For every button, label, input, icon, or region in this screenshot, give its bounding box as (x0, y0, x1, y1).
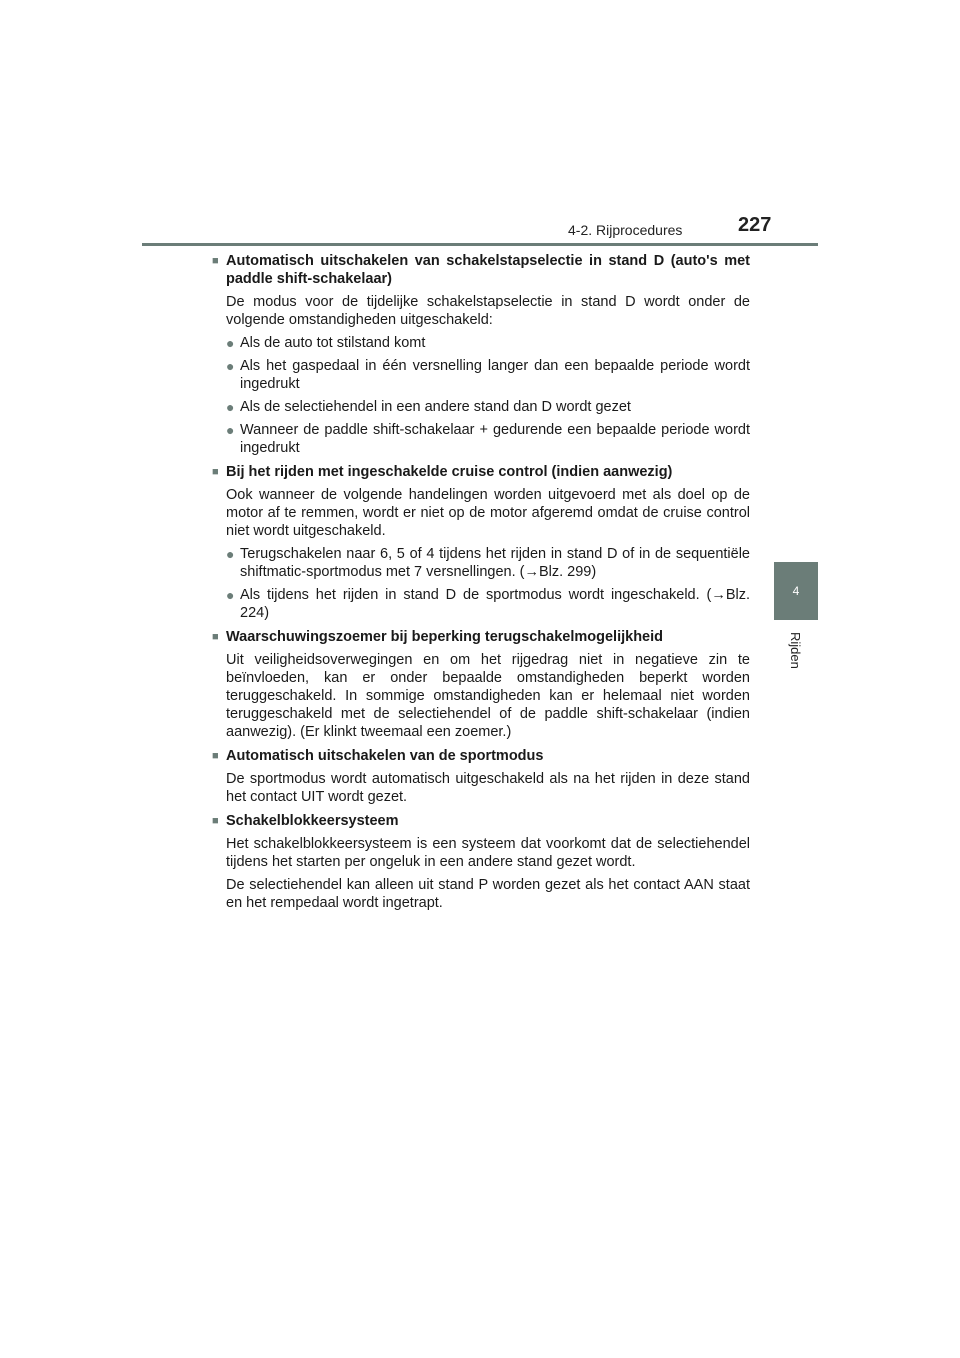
circle-bullet-icon: ● (226, 358, 235, 374)
paragraph: Ook wanneer de volgende handelingen worden uitgevoerd met als doel op de motor af te remmen, wordt er niet op de motor afgeremd omdat de cruise control niet wordt uitgeschakeld. (226, 487, 750, 539)
paragraph: Uit veiligheidsoverwegingen en om het rijgedrag niet in negatieve zin te beïnvloeden, kan er onder bepaalde omstandigheden beperkt worden teruggeschakeld. In sommige omstandigheden kan er helemaal niet worden teruggeschakeld met de selectiehendel of de paddle shift-schakelaar (indien aanwezig). (Er klinkt tweemaal een zoemer.) (226, 652, 750, 740)
section (212, 812, 750, 912)
list-item: ● Als het gaspedaal in één versnelling langer dan een bepaalde periode wordt ingedrukt (226, 358, 750, 392)
section-title: ■ Schakelblokkeersysteem (212, 813, 399, 829)
chapter-tab: 4 (774, 562, 818, 620)
circle-bullet-icon: ● (226, 587, 235, 603)
square-bullet-icon: ■ (212, 815, 219, 827)
paragraph: Het schakelblokkeersysteem is een systeem dat voorkomt dat de selectiehendel tijdens het starten per ongeluk in een andere stand gezet wordt. (226, 836, 750, 870)
section-title: ■ Bij het rijden met ingeschakelde cruise control (indien aanwezig) (212, 464, 673, 480)
section-title: ■ Waarschuwingszoemer bij beperking terugschakelmogelijkheid (212, 629, 663, 645)
square-bullet-icon: ■ (212, 255, 219, 267)
section (212, 628, 750, 741)
page-number: 227 (738, 214, 772, 236)
list-item: ● Terugschakelen naar 6, 5 of 4 tijdens het rijden in stand D of in de sequentiële shiftmatic-sportmodus met 7 versnellingen. (→Blz. 299) (226, 546, 750, 580)
circle-bullet-icon: ● (226, 546, 235, 562)
section (212, 747, 750, 806)
section (212, 252, 750, 457)
list-item: ● Als de auto tot stilstand komt (226, 335, 426, 351)
list-item: ● Wanneer de paddle shift-schakelaar + gedurende een bepaalde periode wordt ingedrukt (226, 422, 750, 456)
list-item: ● Als tijdens het rijden in stand D de sportmodus wordt ingeschakeld. (→Blz. 224) (226, 587, 750, 621)
page-content (212, 252, 750, 918)
paragraph: De modus voor de tijdelijke schakelstapselectie in stand D wordt onder de volgende omstandigheden uitgeschakeld: (226, 294, 750, 328)
section-heading: 4-2. Rijprocedures (568, 222, 683, 238)
square-bullet-icon: ■ (212, 466, 219, 478)
chapter-label: Rijden (788, 632, 803, 669)
section (212, 463, 750, 622)
square-bullet-icon: ■ (212, 750, 219, 762)
section-title: ■ Automatisch uitschakelen van de sportmodus (212, 748, 544, 764)
circle-bullet-icon: ● (226, 335, 235, 351)
section-title: ■ Automatisch uitschakelen van schakelstapselectie in stand D (auto's met paddle shift-schakelaar) (212, 253, 750, 287)
header-divider (142, 243, 818, 246)
square-bullet-icon: ■ (212, 631, 219, 643)
paragraph: De sportmodus wordt automatisch uitgeschakeld als na het rijden in deze stand het contact UIT wordt gezet. (226, 771, 750, 805)
circle-bullet-icon: ● (226, 399, 235, 415)
circle-bullet-icon: ● (226, 422, 235, 438)
list-item: ● Als de selectiehendel in een andere stand dan D wordt gezet (226, 399, 631, 415)
paragraph: De selectiehendel kan alleen uit stand P worden gezet als het contact AAN staat en het rempedaal wordt ingetrapt. (226, 877, 750, 911)
